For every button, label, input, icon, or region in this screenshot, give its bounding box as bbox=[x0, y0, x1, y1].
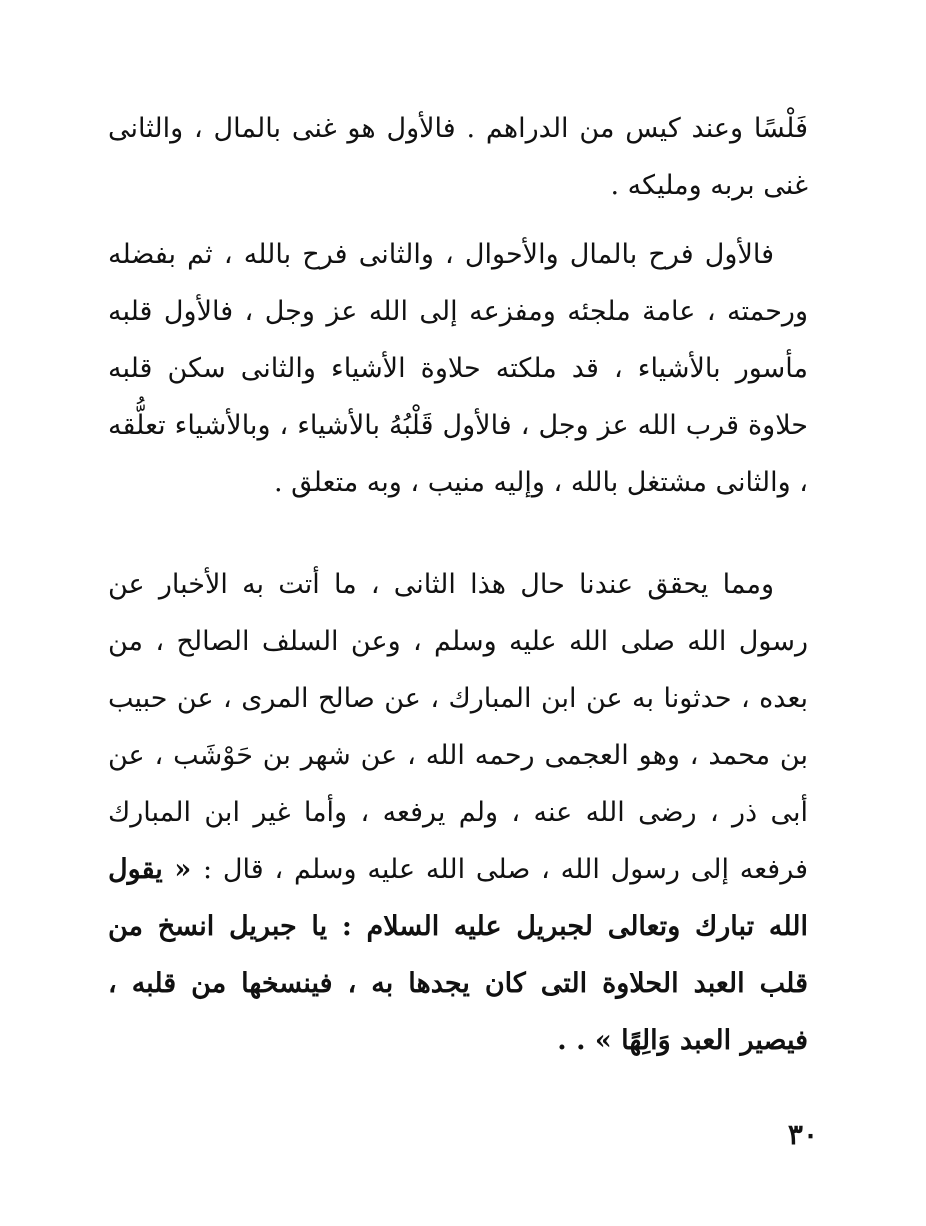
page-number: ٣٠ bbox=[787, 1118, 818, 1151]
hadith-quote: « يقول الله تبارك وتعالى لجبريل عليه السلام : يا جبريل انسخ من قلب العبد الحلاوة التى كان يجدها به ، فينسخها من قلبه ، فيصير العبد وَالِهًا » . . bbox=[108, 854, 808, 1056]
paragraph-3 bbox=[108, 556, 808, 1069]
paragraph-2: فالأول فرح بالمال والأحوال ، والثانى فرح بالله ، ثم بفضله ورحمته ، عامة ملجئه ومفزعه إلى الله عز وجل ، فالأول قلبه مأسور بالأشياء ، قد ملكته حلاوة الأشياء والثانى سكن قلبه حلاوة قرب الله عز وجل ، فالأول قَلْبُهُ بالأشياء ، وبالأشياء تعلُّقه ، والثانى مشتغل بالله ، وإليه منيب ، وبه متعلق . bbox=[108, 239, 808, 498]
paragraph-3-plain-text: ومما يحقق عندنا حال هذا الثانى ، ما أتت به الأخبار عن رسول الله صلى الله عليه وسلم ، وعن السلف الصالح ، من بعده ، حدثونا به عن ابن المبارك ، عن صالح المرى ، عن حبيب بن محمد ، وهو العجمى رحمه الله ، عن شهر بن حَوْشَب ، عن أبى ذر ، رضى الله عنه ، ولم يرفعه ، وأما غير ابن المبارك فرفعه إلى رسول الله ، صلى الله عليه وسلم ، قال : bbox=[108, 569, 809, 885]
paragraph-1: فَلْسًا وعند كيس من الدراهم . فالأول هو غنى بالمال ، والثانى غنى بربه ومليكه . bbox=[108, 113, 808, 201]
